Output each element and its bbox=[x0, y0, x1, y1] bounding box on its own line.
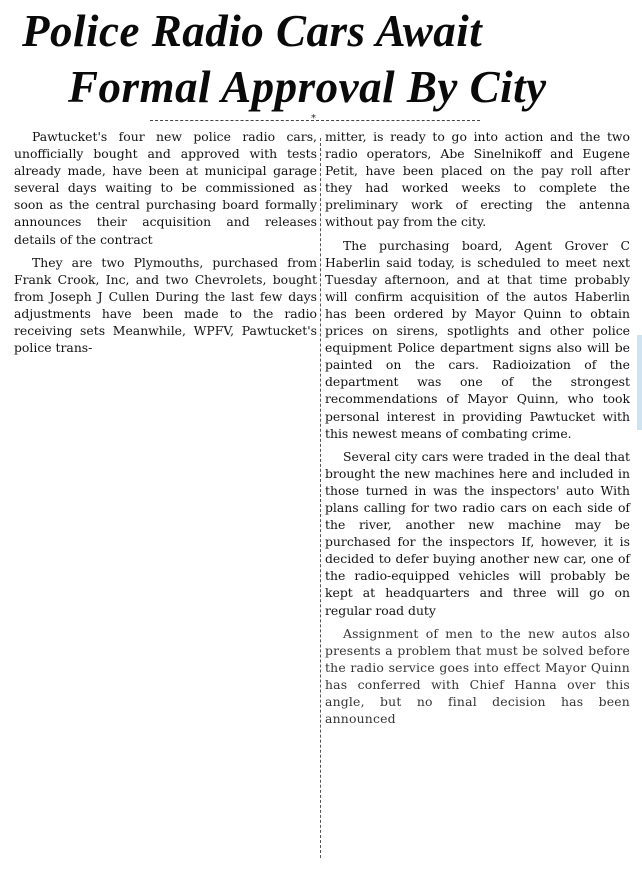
article-paragraph: Several city cars were traded in the deal that brought the new machines here and included in those turned in was the inspectors' auto With plans calling for two radio cars on each side of the river, another new machine may be purchased for the inspectors If, however, it is decided to defer buying another new car, one of the radio-equipped vehicles will probably be kept at headquarters and three will go on regular road duty bbox=[325, 448, 630, 618]
article-paragraph: Pawtucket's four new police radio cars, unofficially bought and approved with tests already made, have been at municipal garage several days waiting to be commissioned as soon as the central purchasing board formally announces their acquisition and releases details of the contract bbox=[14, 129, 317, 247]
column-divider bbox=[320, 138, 321, 858]
article-paragraph: They are two Plymouths, purchased from Frank Crook, Inc, and two Chevrolets, bought from Joseph J Cullen During the last few days adjustments have been made to the radio receiving sets Meanwhile, WPFV, Pawtucket's police trans- bbox=[14, 254, 317, 356]
article-column-left bbox=[14, 128, 317, 356]
headline-line-1: Police Radio Cars Await bbox=[22, 6, 483, 56]
article-paragraph: The purchasing board, Agent Grover C Haberlin said today, is scheduled to meet next Tuesday afternoon, and at that time probably will confirm acquisition of the autos Haberlin has been ordered by Mayor Quinn to obtain prices on sirens, spotlights and other police equipment Police department signs also will be painted on the cars. Radioization of the department was one of the strongest recommendations of Mayor Quinn, who took personal interest in providing Pawtucket with this newest means of combating crime. bbox=[325, 237, 630, 441]
star-ornament: * bbox=[311, 113, 316, 124]
article-paragraph: Assignment of men to the new autos also presents a problem that must be solved before the radio service goes into effect Mayor Quinn has conferred with Chief Hanna over this angle, but no final decision has been announced bbox=[325, 625, 630, 727]
article-paragraph: mitter, is ready to go into action and the two radio operators, Abe Sinelnikoff and Eugene Petit, have been placed on the pay roll after they had worked weeks to complete the preliminary work of erecting the antenna without pay from the city. bbox=[325, 129, 630, 230]
article-column-right bbox=[325, 128, 630, 727]
page-edge-marker bbox=[637, 335, 642, 430]
headline bbox=[0, 2, 642, 120]
headline-line-2: Formal Approval By City bbox=[68, 62, 547, 112]
